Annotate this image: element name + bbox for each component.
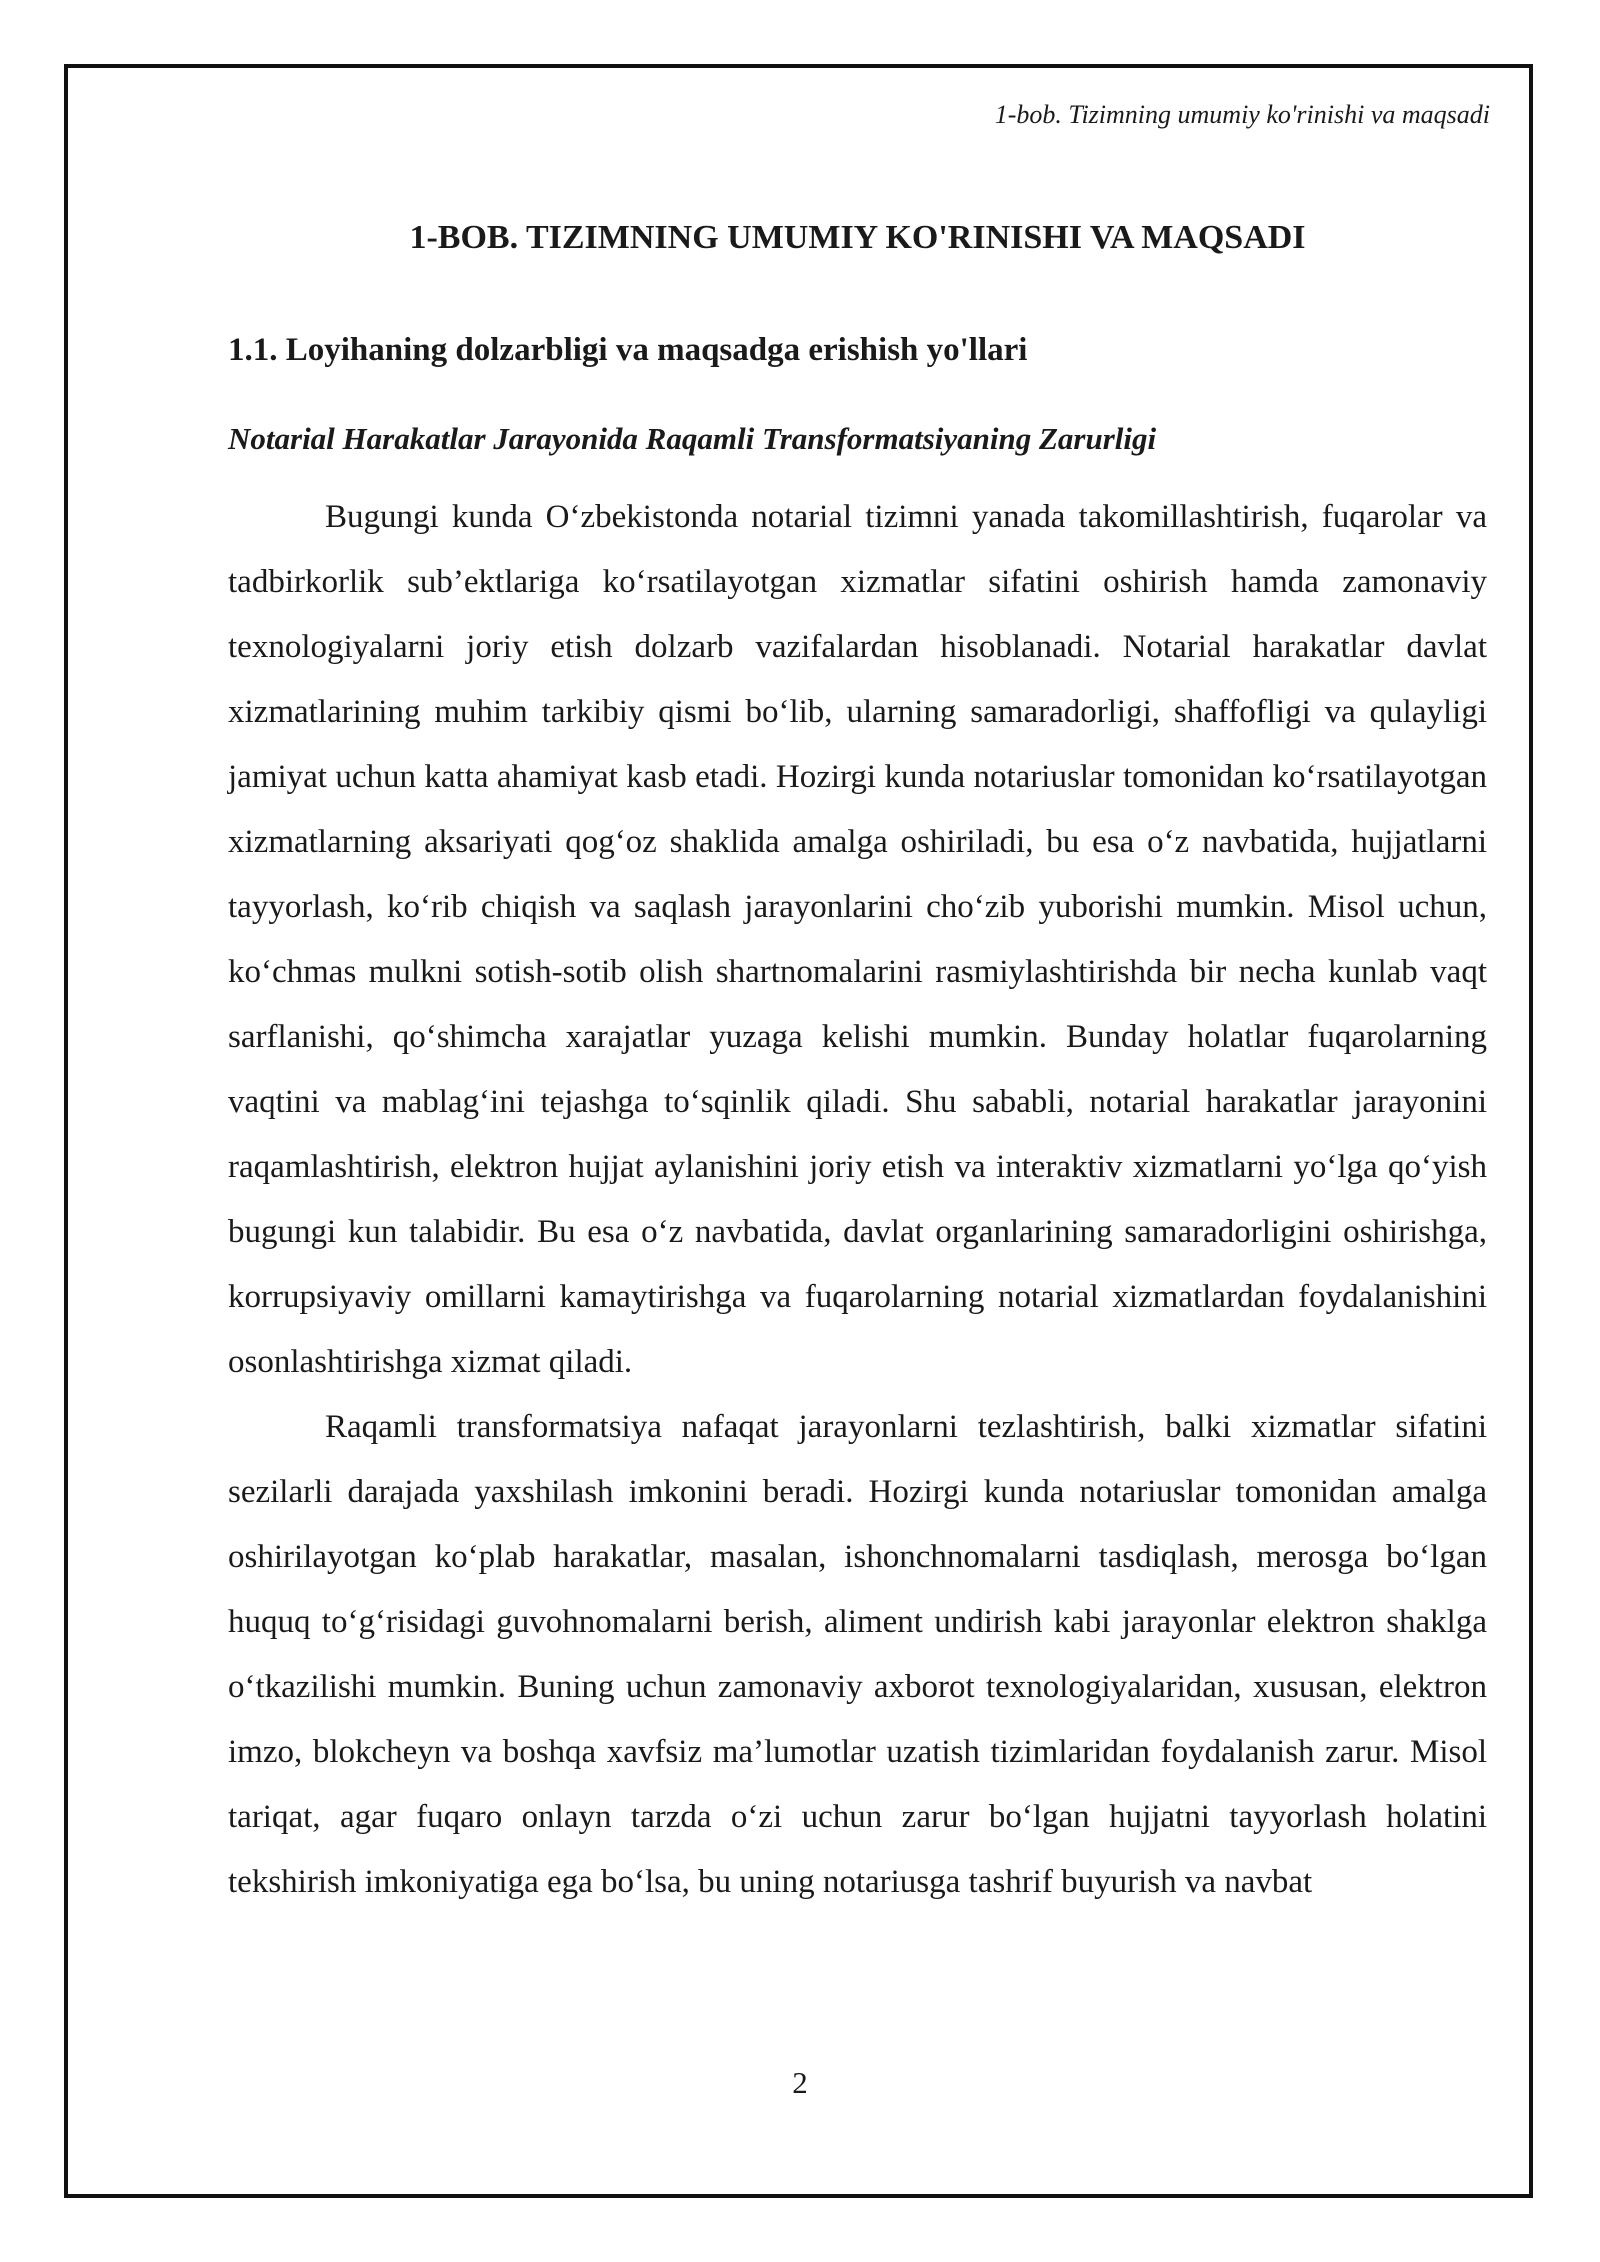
paragraph-1: Bugungi kunda O‘zbekistonda notarial tizimni yanada takomillashtirish, fuqarolar va tadbirkorlik sub’ektlariga ko‘rsatilayotgan xizmatlar sifatini oshirish hamda zamonaviy texnologiyalarni joriy etish dolzarb vazifalardan hisoblanadi. Notarial harakatlar davlat xizmatlarining muhim tarkibiy qismi bo‘lib, ularning samaradorligi, shaffofligi va qulayligi jamiyat uchun katta ahamiyat kasb etadi. Hozirgi kunda notariuslar tomonidan ko‘rsatilayotgan xizmatlarning aksariyati qog‘oz shaklida amalga oshiriladi, bu esa o‘z navbatida, hujjatlarni tayyorlash, ko‘rib chiqish va saqlash jarayonlarini cho‘zib yuborishi mumkin. Misol uchun, ko‘chmas mulkni sotish-sotib olish shartnomalarini rasmiylashtirishda bir necha kunlab vaqt sarflanishi, qo‘shimcha xarajatlar yuzaga kelishi mumkin. Bunday holatlar fuqarolarning vaqtini va mablag‘ini tejashga to‘sqinlik qiladi. Shu sababli, notarial harakatlar jarayonini raqamlashtirish, elektron hujjat aylanishini joriy etish va interaktiv xizmatlarni yo‘lga qo‘yish bugungi kun talabidir. Bu esa o‘z navbatida, davlat organlarining samaradorligini oshirishga, korrupsiyaviy omillarni kamaytirishga va fuqarolarning notarial xizmatlardan foydalanishini osonlashtirishga xizmat qiladi. — [228, 499, 1487, 1380]
paragraph-2: Raqamli transformatsiya nafaqat jarayonlarni tezlashtirish, balki xizmatlar sifatini sezilarli darajada yaxshilash imkonini beradi. Hozirgi kunda notariuslar tomonidan amalga oshirilayotgan ko‘plab harakatlar, masalan, ishonchnomalarni tasdiqlash, merosga bo‘lgan huquq to‘g‘risidagi guvohnomalarni berish, aliment undirish kabi jarayonlar elektron shaklga o‘tkazilishi mumkin. Buning uchun zamonaviy axborot texnologiyalaridan, xususan, elektron imzo, blokcheyn va boshqa xavfsiz ma’lumotlar uzatish tizimlaridan foydalanish zarur. Misol tariqat, agar fuqaro onlayn tarzda o‘zi uchun zarur bo‘lgan hujjatni tayyorlash holatini tekshirish imkoniyatiga ega bo‘lsa, bu uning notariusga tashrif buyurish va navbat — [228, 1409, 1487, 1900]
body-text — [228, 485, 1487, 1915]
page-number: 2 — [792, 2065, 808, 2100]
section-heading: 1.1. Loyihaning dolzarbligi va maqsadga erishish yo'llari — [228, 332, 1028, 368]
chapter-title: 1-BOB. TIZIMNING UMUMIY KO'RINISHI VA MAQSADI — [409, 219, 1306, 256]
subsection-heading: Notarial Harakatlar Jarayonida Raqamli Transformatsiyaning Zarurligi — [228, 421, 1157, 456]
running-header: 1-bob. Tizimning umumiy ko'rinishi va maqsadi — [994, 100, 1490, 129]
